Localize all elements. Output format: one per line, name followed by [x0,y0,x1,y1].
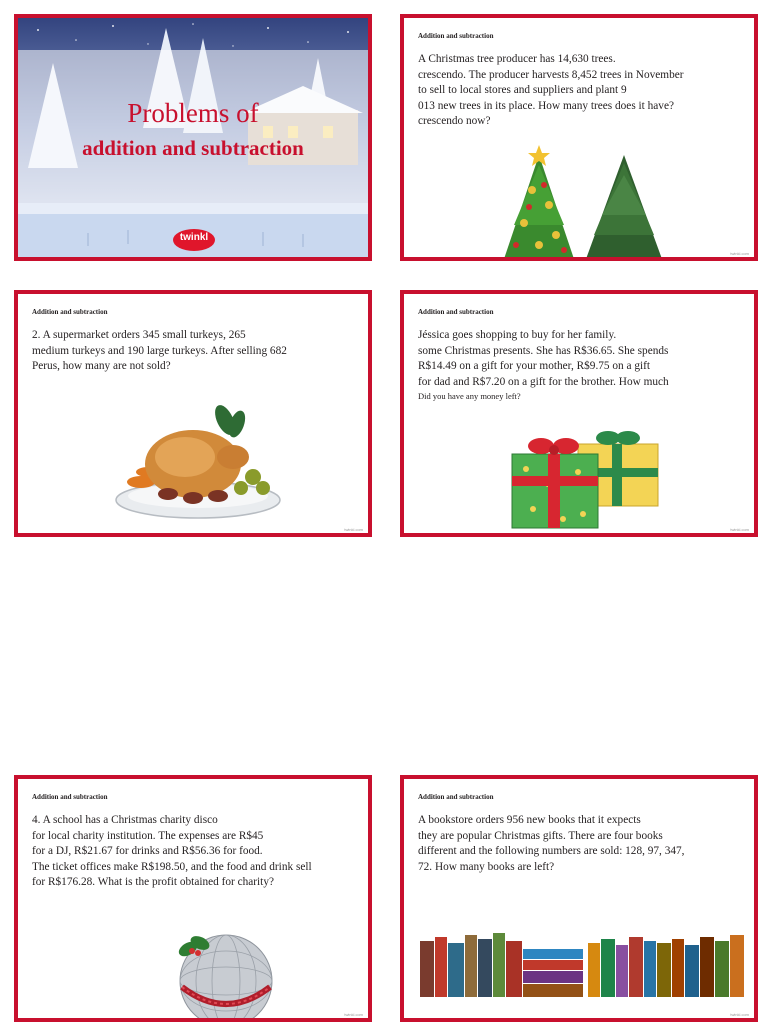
problem-line: different and the following numbers are sold: 128, 97, 347, [418,845,685,858]
twinkl-logo-text: twinkl [179,232,209,243]
problem-text [32,328,357,375]
title-panel [18,50,368,214]
footer-url: twinkl.com [344,1012,363,1017]
problem-text [418,813,743,875]
disco-ball-image [168,931,278,1021]
problem-line: Perus, how many are not sold? [32,360,171,373]
problem-line: for a DJ, R$21.67 for drinks and R$56.36 for food. [32,845,263,858]
gift-boxes-image [508,424,668,530]
card-label: Addition and subtraction [32,793,108,801]
problem-line: they are popular Christmas gifts. There are four books [418,829,663,842]
problem-card-gifts [400,290,758,537]
problem-line: for local charity institution. The expenses are R$45 [32,829,264,842]
problem-line: A Christmas tree producer has 14,630 trees. [418,53,616,65]
problem-line: A bookstore orders 956 new books that it expects [418,814,641,826]
card-label: Addition and subtraction [418,32,494,40]
footer-url: twinkl.com [344,527,363,532]
problem-text [418,52,743,130]
problem-line: for R$176.28. What is the profit obtained for charity? [32,876,274,889]
problem-text [32,813,357,891]
problem-card-books [400,775,758,1022]
problem-text [418,328,743,402]
footer-url: twinkl.com [730,251,749,256]
roast-turkey-image [113,402,283,522]
problem-line: 2. A supermarket orders 345 small turkeys, 265 [32,329,246,341]
problem-line: 4. A school has a Christmas charity disco [32,814,218,826]
slide-subtitle: addition and subtraction [82,136,304,160]
problem-line: 72. How many books are left? [418,860,555,873]
problem-line: crescendo. The producer harvests 8,452 trees in November [418,68,684,81]
problem-line: to sell to local stores and suppliers and plant 9 [418,84,627,97]
problem-card-disco [14,775,372,1022]
card-label: Addition and subtraction [418,308,494,316]
problem-line-small: Did you have any money left? [418,391,521,402]
footer-url: twinkl.com [730,1012,749,1017]
problem-line: for dad and R$7.20 on a gift for the brother. How much [418,375,669,388]
book-row-image [418,929,748,999]
problem-card-trees [400,14,758,261]
card-label: Addition and subtraction [418,793,494,801]
christmas-trees-image [494,145,694,259]
problem-line: some Christmas presents. She has R$36.65. She spends [418,344,669,357]
problem-line: crescendo now? [418,115,491,128]
footer-url: twinkl.com [730,527,749,532]
problem-line: 013 new trees in its place. How many trees does it have? [418,99,674,112]
title-slide [14,14,372,261]
problem-line: medium turkeys and 190 large turkeys. After selling 682 [32,344,287,357]
slide-title: Problems of [127,98,259,128]
problem-line: The ticket offices make R$198.50, and the food and drink sell [32,860,312,873]
problem-line: R$14.49 on a gift for your mother, R$9.75 on a gift [418,360,651,373]
problem-line: Jéssica goes shopping to buy for her family. [418,329,617,341]
problem-card-turkeys [14,290,372,537]
card-label: Addition and subtraction [32,308,108,316]
